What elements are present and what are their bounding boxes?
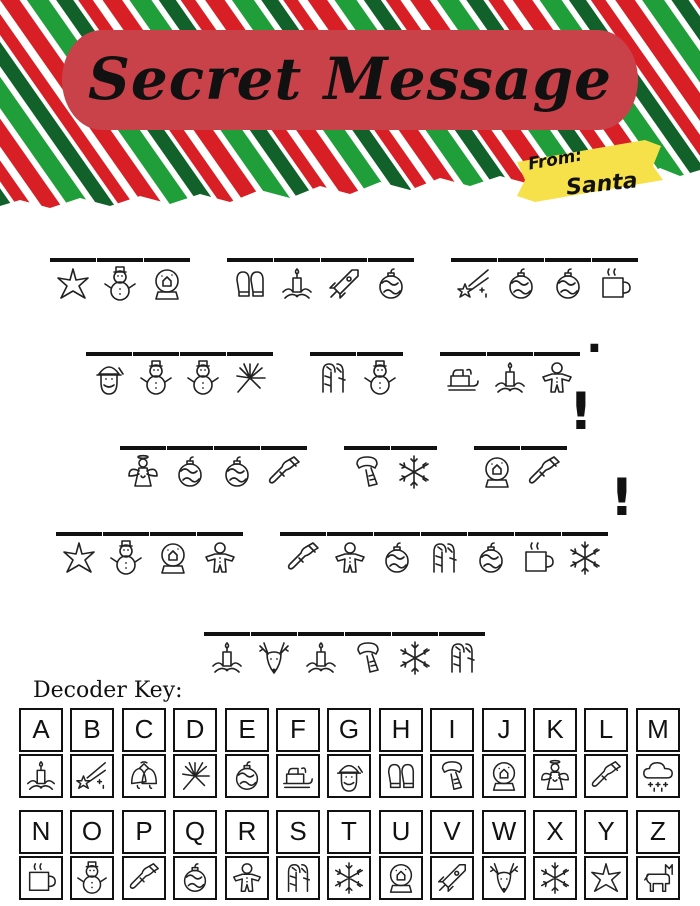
decoder-letter: L — [584, 708, 628, 752]
blank-line — [534, 352, 580, 356]
letter-blank[interactable] — [274, 258, 320, 308]
santa-icon — [91, 360, 127, 396]
letter-blank[interactable] — [545, 258, 591, 308]
blank-line — [321, 258, 367, 262]
blank-line — [521, 446, 567, 450]
letter-blank[interactable] — [133, 352, 179, 402]
candy-cane-icon — [281, 861, 315, 895]
decoder-symbol — [430, 754, 474, 798]
decoder-letter: S — [276, 810, 320, 854]
letter-blank[interactable] — [368, 258, 414, 308]
shooting-star-icon — [456, 266, 492, 302]
candle-icon — [279, 266, 315, 302]
snowglobe-icon — [479, 454, 515, 490]
snowflake-icon — [332, 861, 366, 895]
bells-icon — [127, 759, 161, 793]
decoder-letter: R — [225, 810, 269, 854]
letter-blank[interactable] — [97, 258, 143, 308]
blank-line — [451, 258, 497, 262]
from-label: From: — [526, 145, 584, 175]
letter-blank[interactable] — [392, 632, 438, 682]
decoder-symbol — [122, 856, 166, 900]
star-icon — [589, 861, 623, 895]
letter-blank[interactable] — [197, 532, 243, 582]
decoder-symbol — [379, 856, 423, 900]
decoder-letter: T — [327, 810, 371, 854]
letter-blank[interactable] — [120, 446, 166, 496]
reindeer-icon — [256, 640, 292, 676]
decoder-letter: Z — [636, 810, 680, 854]
blank-line — [392, 632, 438, 636]
decoder-key-title: Decoder Key: — [33, 678, 183, 703]
decoder-letter: E — [225, 708, 269, 752]
letter-blank[interactable] — [439, 632, 485, 682]
ornament-icon — [379, 540, 415, 576]
star-icon — [55, 266, 91, 302]
decoder-symbol — [327, 754, 371, 798]
letter-blank[interactable] — [321, 258, 367, 308]
letter-blank[interactable] — [144, 258, 190, 308]
letter-blank[interactable] — [180, 352, 226, 402]
blank-line — [310, 352, 356, 356]
blank-line — [487, 352, 533, 356]
decoder-symbol — [19, 754, 63, 798]
blank-line — [227, 258, 273, 262]
blank-line — [197, 532, 243, 536]
blank-line — [144, 258, 190, 262]
decoder-symbol — [533, 856, 577, 900]
decoder-symbol — [584, 754, 628, 798]
snowflake-icon — [538, 861, 572, 895]
blank-line — [180, 352, 226, 356]
decoder-letter: U — [379, 810, 423, 854]
rocket-icon — [435, 861, 469, 895]
decoder-letter: V — [430, 810, 474, 854]
champagne-icon — [127, 861, 161, 895]
blank-line — [391, 446, 437, 450]
letter-blank[interactable] — [214, 446, 260, 496]
letter-blank[interactable] — [474, 446, 520, 496]
letter-blank[interactable] — [391, 446, 437, 496]
blank-line — [204, 632, 250, 636]
scarf-icon — [435, 759, 469, 793]
decoder-letter: I — [430, 708, 474, 752]
blank-line — [468, 532, 514, 536]
blank-line — [474, 446, 520, 450]
punctuation-mark: ! — [610, 468, 634, 528]
letter-blank[interactable] — [56, 532, 102, 582]
page-title: Secret Message — [88, 45, 612, 113]
champagne-icon — [526, 454, 562, 490]
decoder-symbol — [19, 856, 63, 900]
ornament-icon — [178, 861, 212, 895]
candle-icon — [209, 640, 245, 676]
decoder-letter: D — [173, 708, 217, 752]
letter-blank[interactable] — [421, 532, 467, 582]
blank-line — [592, 258, 638, 262]
blank-line — [440, 352, 486, 356]
letter-blank[interactable] — [468, 532, 514, 582]
punctuation-mark: ! — [569, 382, 593, 442]
letter-blank[interactable] — [50, 258, 96, 308]
blank-line — [439, 632, 485, 636]
decoder-symbol — [276, 754, 320, 798]
snowman-icon — [138, 360, 174, 396]
decoder-letter: Y — [584, 810, 628, 854]
snowman-icon — [108, 540, 144, 576]
blank-line — [251, 632, 297, 636]
blank-line — [227, 352, 273, 356]
snowman-icon — [102, 266, 138, 302]
decoder-symbol — [70, 856, 114, 900]
blank-line — [515, 532, 561, 536]
snowflake-icon — [397, 640, 433, 676]
decoder-letter: P — [122, 810, 166, 854]
letter-blank[interactable] — [167, 446, 213, 496]
decoder-symbol — [276, 856, 320, 900]
blank-line — [562, 532, 608, 536]
letter-blank[interactable] — [298, 632, 344, 682]
ornament-icon — [473, 540, 509, 576]
star-icon — [61, 540, 97, 576]
angel-icon — [125, 454, 161, 490]
blank-line — [421, 532, 467, 536]
decoder-symbol — [636, 856, 680, 900]
snowglobe-icon — [155, 540, 191, 576]
snow-cloud-icon — [641, 759, 675, 793]
blank-line — [274, 258, 320, 262]
sparkler-icon — [178, 759, 212, 793]
blank-line — [103, 532, 149, 536]
rocket-icon — [326, 266, 362, 302]
santa-icon — [332, 759, 366, 793]
blank-line — [374, 532, 420, 536]
letter-blank[interactable] — [451, 258, 497, 308]
letter-blank[interactable] — [103, 532, 149, 582]
letter-blank[interactable] — [327, 532, 373, 582]
sleigh-icon — [281, 759, 315, 793]
letter-blank[interactable] — [487, 352, 533, 402]
decoder-symbol — [173, 856, 217, 900]
ornament-icon — [219, 454, 255, 490]
angel-icon — [538, 759, 572, 793]
gingerbread-icon — [332, 540, 368, 576]
blank-line — [56, 532, 102, 536]
decoder-symbol — [430, 856, 474, 900]
snowglobe-icon — [487, 759, 521, 793]
from-name: Santa — [564, 168, 639, 201]
candle-icon — [492, 360, 528, 396]
decoder-letter: F — [276, 708, 320, 752]
sparkler-icon — [232, 360, 268, 396]
letter-blank[interactable] — [280, 532, 326, 582]
champagne-icon — [266, 454, 302, 490]
ornament-icon — [230, 759, 264, 793]
blank-line — [298, 632, 344, 636]
candle-icon — [24, 759, 58, 793]
letter-blank[interactable] — [357, 352, 403, 402]
decoder-letter: K — [533, 708, 577, 752]
decoder-letter: W — [482, 810, 526, 854]
champagne-icon — [589, 759, 623, 793]
letter-blank[interactable] — [440, 352, 486, 402]
decoder-symbol — [327, 856, 371, 900]
decoder-symbol — [122, 754, 166, 798]
blank-line — [368, 258, 414, 262]
letter-blank[interactable] — [498, 258, 544, 308]
shooting-star-icon — [75, 759, 109, 793]
blank-line — [261, 446, 307, 450]
letter-blank[interactable] — [150, 532, 196, 582]
decoder-symbol — [482, 754, 526, 798]
blank-line — [97, 258, 143, 262]
reindeer-icon — [487, 861, 521, 895]
decoder-letter: N — [19, 810, 63, 854]
decoder-symbol — [225, 856, 269, 900]
letter-blank[interactable] — [261, 446, 307, 496]
decoder-letter: O — [70, 810, 114, 854]
decoder-symbol — [70, 754, 114, 798]
snowflake-icon — [567, 540, 603, 576]
candle-icon — [303, 640, 339, 676]
punctuation-mark: . — [586, 312, 603, 363]
candy-cane-icon — [444, 640, 480, 676]
letter-blank[interactable] — [227, 258, 273, 308]
decoder-letter: G — [327, 708, 371, 752]
mittens-icon — [384, 759, 418, 793]
ornament-icon — [172, 454, 208, 490]
blank-line — [545, 258, 591, 262]
decoder-symbol — [533, 754, 577, 798]
scarf-icon — [349, 454, 385, 490]
ornament-icon — [503, 266, 539, 302]
champagne-icon — [285, 540, 321, 576]
mug-icon — [520, 540, 556, 576]
decoder-symbol — [636, 754, 680, 798]
snowglobe-icon — [149, 266, 185, 302]
striped-header — [0, 0, 700, 220]
sleigh-icon — [445, 360, 481, 396]
letter-blank[interactable] — [374, 532, 420, 582]
decoder-symbol — [379, 754, 423, 798]
decoder-letter: A — [19, 708, 63, 752]
snowflake-icon — [396, 454, 432, 490]
mug-icon — [597, 266, 633, 302]
decoder-letter: J — [482, 708, 526, 752]
snowman-icon — [75, 861, 109, 895]
decoder-letter: C — [122, 708, 166, 752]
mug-icon — [24, 861, 58, 895]
blank-line — [280, 532, 326, 536]
blank-line — [345, 632, 391, 636]
letter-blank[interactable] — [227, 352, 273, 402]
letter-blank[interactable] — [521, 446, 567, 496]
donkey-icon — [641, 861, 675, 895]
blank-line — [214, 446, 260, 450]
decoder-symbol — [225, 754, 269, 798]
snowman-icon — [362, 360, 398, 396]
blank-line — [344, 446, 390, 450]
blank-line — [357, 352, 403, 356]
candy-cane-icon — [426, 540, 462, 576]
decoder-symbol — [482, 856, 526, 900]
letter-blank[interactable] — [344, 446, 390, 496]
blank-line — [150, 532, 196, 536]
ornament-icon — [550, 266, 586, 302]
decoder-letter: B — [70, 708, 114, 752]
letter-blank[interactable] — [562, 532, 608, 582]
candy-cane-icon — [315, 360, 351, 396]
letter-blank[interactable] — [310, 352, 356, 402]
mittens-icon — [232, 266, 268, 302]
letter-blank[interactable] — [592, 258, 638, 308]
gingerbread-icon — [202, 540, 238, 576]
letter-blank[interactable] — [86, 352, 132, 402]
blank-line — [327, 532, 373, 536]
blank-line — [86, 352, 132, 356]
decoder-symbol — [173, 754, 217, 798]
letter-blank[interactable] — [345, 632, 391, 682]
letter-blank[interactable] — [515, 532, 561, 582]
scarf-icon — [350, 640, 386, 676]
gingerbread-icon — [230, 861, 264, 895]
letter-blank[interactable] — [204, 632, 250, 682]
ornament-icon — [373, 266, 409, 302]
decoder-letter: H — [379, 708, 423, 752]
blank-line — [133, 352, 179, 356]
snowman-icon — [185, 360, 221, 396]
blank-line — [50, 258, 96, 262]
snowglobe-icon — [384, 861, 418, 895]
blank-line — [167, 446, 213, 450]
decoder-letter: X — [533, 810, 577, 854]
decoder-symbol — [584, 856, 628, 900]
letter-blank[interactable] — [251, 632, 297, 682]
blank-line — [120, 446, 166, 450]
decoder-letter: M — [636, 708, 680, 752]
blank-line — [498, 258, 544, 262]
decoder-letter: Q — [173, 810, 217, 854]
